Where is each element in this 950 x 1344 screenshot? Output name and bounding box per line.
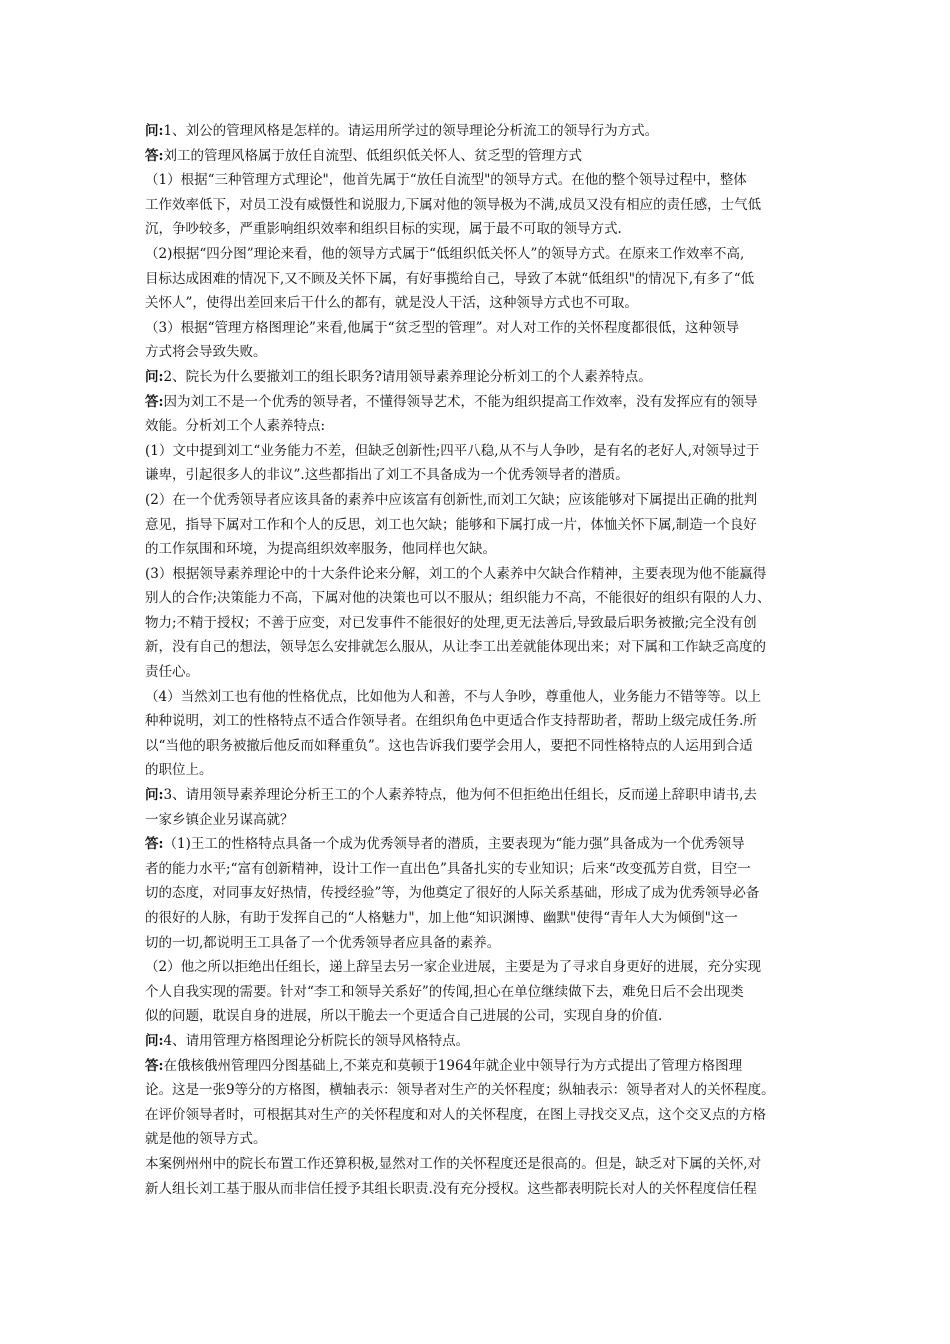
line-text: 关怀人”，使得出差回来后干什么的都有，就是没人干活，这种领导方式也不可取。 — [145, 295, 638, 312]
line-text: （2)根据“四分图”理论来看，他的领导方式属于“低组织低关怀人”的领导方式。在原来工作效率不高, — [145, 245, 745, 262]
line-text: (1）文中提到刘工“业务能力不差，但缺乏创新性;四平八稳,从不与人争吵，是有名的老好人,对领导过于 — [145, 442, 760, 459]
answer-label: 答: — [145, 1057, 164, 1074]
line-text: 别人的合作;决策能力不高，下属对他的决策也可以不服从；组织能力不高，不能很好的组织有限的人力、 — [145, 590, 771, 607]
document-body — [145, 119, 817, 1201]
line-text: 切的一切,都说明王工具备了一个优秀领导者应具备的素养。 — [145, 934, 501, 951]
answer-label: 答: — [145, 147, 164, 164]
line-text: 切的态度，对同事友好热情，传授经验”等，为他奠定了很好的人际关系基础，形成了成为优秀领导必备 — [145, 885, 760, 902]
text-line — [145, 390, 817, 415]
text-line — [145, 1078, 817, 1103]
line-text: 一家乡镇企业另谋高就？ — [145, 811, 294, 828]
question-label: 问: — [145, 368, 164, 385]
text-line — [145, 783, 817, 808]
text-line — [145, 685, 817, 710]
line-text: 似的问题，耽误自身的进展，所以干脆去一个更适合自己进展的公司，实现自身的价值. — [145, 1008, 663, 1025]
question-label: 问: — [145, 1032, 164, 1049]
text-line — [145, 980, 817, 1005]
text-line — [145, 1054, 817, 1079]
text-line — [145, 832, 817, 857]
text-line — [145, 635, 817, 660]
text-line — [145, 291, 817, 316]
line-text: 个人自我实现的需要。针对“李工和领导关系好”的传闻,担心在单位继续做下去，难免日后不会出现类 — [145, 983, 744, 1000]
text-line — [145, 242, 817, 267]
line-text: 目标达成困难的情况下,又不顾及关怀下属，有好事揽给自己，导致了本就“低组织"的情况下,有多了“低 — [145, 270, 755, 287]
text-line — [145, 955, 817, 980]
line-text: 论。这是一张9等分的方格图，横轴表示：领导者对生产的关怀程度；纵轴表示：领导者对人的关怀程度。 — [145, 1082, 775, 1099]
line-text: 本案例州州中的院长布置工作还算积极,显然对工作的关怀程度还是很高的。但是，缺乏对下属的关怀,对 — [145, 1155, 762, 1172]
line-text: 以“当他的职务被撤后他反而如释重负”。这也告诉我们要学会用人，要把不同性格特点的人运用到合适 — [145, 737, 753, 754]
line-text: （4）当然刘工也有他的性格优点，比如他为人和善，不与人争吵，尊重他人，业务能力不错等等。以上 — [145, 688, 762, 705]
line-text: 1、刘公的管理风格是怎样的。请运用所学过的领导理论分析流工的领导行为方式。 — [163, 123, 659, 139]
text-line — [145, 488, 817, 513]
line-text: 因为刘工不是一个优秀的领导者，不懂得领导艺术，不能为组织提高工作效率，没有发挥应有的领导 — [163, 393, 758, 410]
line-text: 谦卑，引起很多人的非议”.这些都指出了刘工不具备成为一个优秀领导者的潜质。 — [145, 467, 629, 484]
text-line — [145, 881, 817, 906]
line-text: 沉，争吵较多，严重影响组织效率和组织目标的实现，属于最不可取的领导方式. — [145, 221, 622, 238]
line-text: 责任心。 — [145, 664, 199, 681]
text-line — [145, 1127, 817, 1152]
line-text: 在评价领导者时，可根据其对生产的关怀程度和对人的关怀程度，在图上寻找交叉点，这个交叉点的方格 — [145, 1106, 766, 1123]
line-text: 新人组长刘工基于服从而非信任授予其组长职责.没有充分授权。这些都表明院长对人的关怀程度信任程 — [145, 1180, 757, 1197]
line-text: (3）根据领导素养理论中的十大条件论来分解，刘工的个人素养中欠缺合作精神，主要表现为他不能赢得 — [145, 565, 767, 582]
line-text: 意见，指导下属对工作和个人的反思，刘工也欠缺；能够和下属打成一片，体恤关怀下属,制造一个良好 — [145, 516, 757, 533]
text-line — [145, 1004, 817, 1029]
line-text: （3）根据“管理方格图理论”来看,他属于“贫乏型的管理”。对人对工作的关怀程度都很低，这种领导 — [145, 319, 739, 336]
text-line — [145, 217, 817, 242]
line-text: 方式将会导致失败。 — [145, 344, 267, 361]
text-line — [145, 1103, 817, 1128]
line-text: 种种说明，刘工的性格特点不适合作领导者。在组织角色中更适合作支持帮助者，帮助上级完成任务.所 — [145, 713, 757, 730]
text-line — [145, 1029, 817, 1054]
text-line — [145, 267, 817, 292]
line-text: 4、请用管理方格图理论分析院长的领导风格特点。 — [163, 1032, 470, 1049]
answer-label: 答: — [145, 393, 164, 410]
line-text: （2）他之所以拒绝出任组长，递上辞呈去另一家企业进展，主要是为了寻求自身更好的进展，充分实现 — [145, 959, 762, 976]
text-line — [145, 168, 817, 193]
line-text: 的职位上。 — [145, 762, 213, 779]
line-text: （1)王工的性格特点具备一个成为优秀领导者的潜质，主要表现为“能力强”具备成为一个优秀领导 — [163, 836, 745, 853]
line-text: 3、请用领导素养理论分析王工的个人素养特点，他为何不但拒绝出任组长，反而递上辞职申请书,去 — [163, 787, 757, 804]
text-line — [145, 660, 817, 685]
line-text: 刘工的管理风格属于放任自流型、低组织低关怀人、贫乏型的管理方式 — [163, 147, 582, 164]
line-text: 2、院长为什么要撤刘工的组长职务?请用领导素养理论分析刘工的个人素养特点。 — [163, 368, 652, 385]
answer-label: 答: — [145, 836, 164, 853]
text-line — [145, 906, 817, 931]
text-line — [145, 931, 817, 956]
text-line — [145, 414, 817, 439]
text-line — [145, 857, 817, 882]
text-line — [145, 611, 817, 636]
line-text: 物力;不精于授权；不善于应变，对已发事件不能很好的处理,更无法善后,导致最后职务被撤;完全没有创 — [145, 614, 757, 631]
text-line — [145, 562, 817, 587]
text-line — [145, 734, 817, 759]
line-text: 工作效率低下，对员工没有威慑性和说服力,下属对他的领导极为不满,成员又没有相应的责任感，士气低 — [145, 196, 762, 213]
text-line — [145, 316, 817, 341]
text-line — [145, 709, 817, 734]
line-text: 新，没有自己的想法，领导怎么安排就怎么服从，从让李工出差就能体现出来；对下属和工作缺乏高度的 — [145, 639, 766, 656]
text-line — [145, 808, 817, 833]
question-label: 问: — [145, 123, 164, 139]
question-label: 问: — [145, 787, 164, 804]
text-line — [145, 144, 817, 169]
text-line — [145, 463, 817, 488]
line-text: （1）根据“三种管理方式理论"，他首先属于“放任自流型"的领导方式。在他的整个领导过程中，整体 — [145, 172, 747, 189]
line-text: (2）在一个优秀领导者应该具备的素养中应该富有创新性,而刘工欠缺；应该能够对下属提出正确的批判 — [145, 491, 758, 508]
text-line — [145, 439, 817, 464]
text-line — [145, 340, 817, 365]
text-line — [145, 1152, 817, 1177]
text-line — [145, 1177, 817, 1202]
line-text: 者的能力水平;“富有创新精神，设计工作一直出色”具备扎实的专业知识；后来“改变孤芳自赏，目空一 — [145, 860, 751, 877]
text-line — [145, 586, 817, 611]
text-line — [145, 193, 817, 218]
line-text: 效能。分析刘工个人素养特点: — [145, 418, 326, 435]
line-text: 就是他的领导方式。 — [145, 1131, 267, 1148]
line-text: 的工作氛围和环境，为提高组织效率服务，他同样也欠缺。 — [145, 541, 496, 558]
line-text: 在俄核俄州管理四分图基础上,不莱克和莫顿于1964年就企业中领导行为方式提出了管理方格图理 — [163, 1057, 743, 1074]
text-line — [145, 513, 817, 538]
text-line — [145, 537, 817, 562]
text-line — [145, 758, 817, 783]
text-line — [145, 365, 817, 390]
line-text: 的很好的人脉，有助于发挥自己的“人格魅力"，加上他“知识渊博、幽默"使得“青年人大为倾倒"这一 — [145, 910, 738, 926]
text-line — [145, 119, 817, 144]
